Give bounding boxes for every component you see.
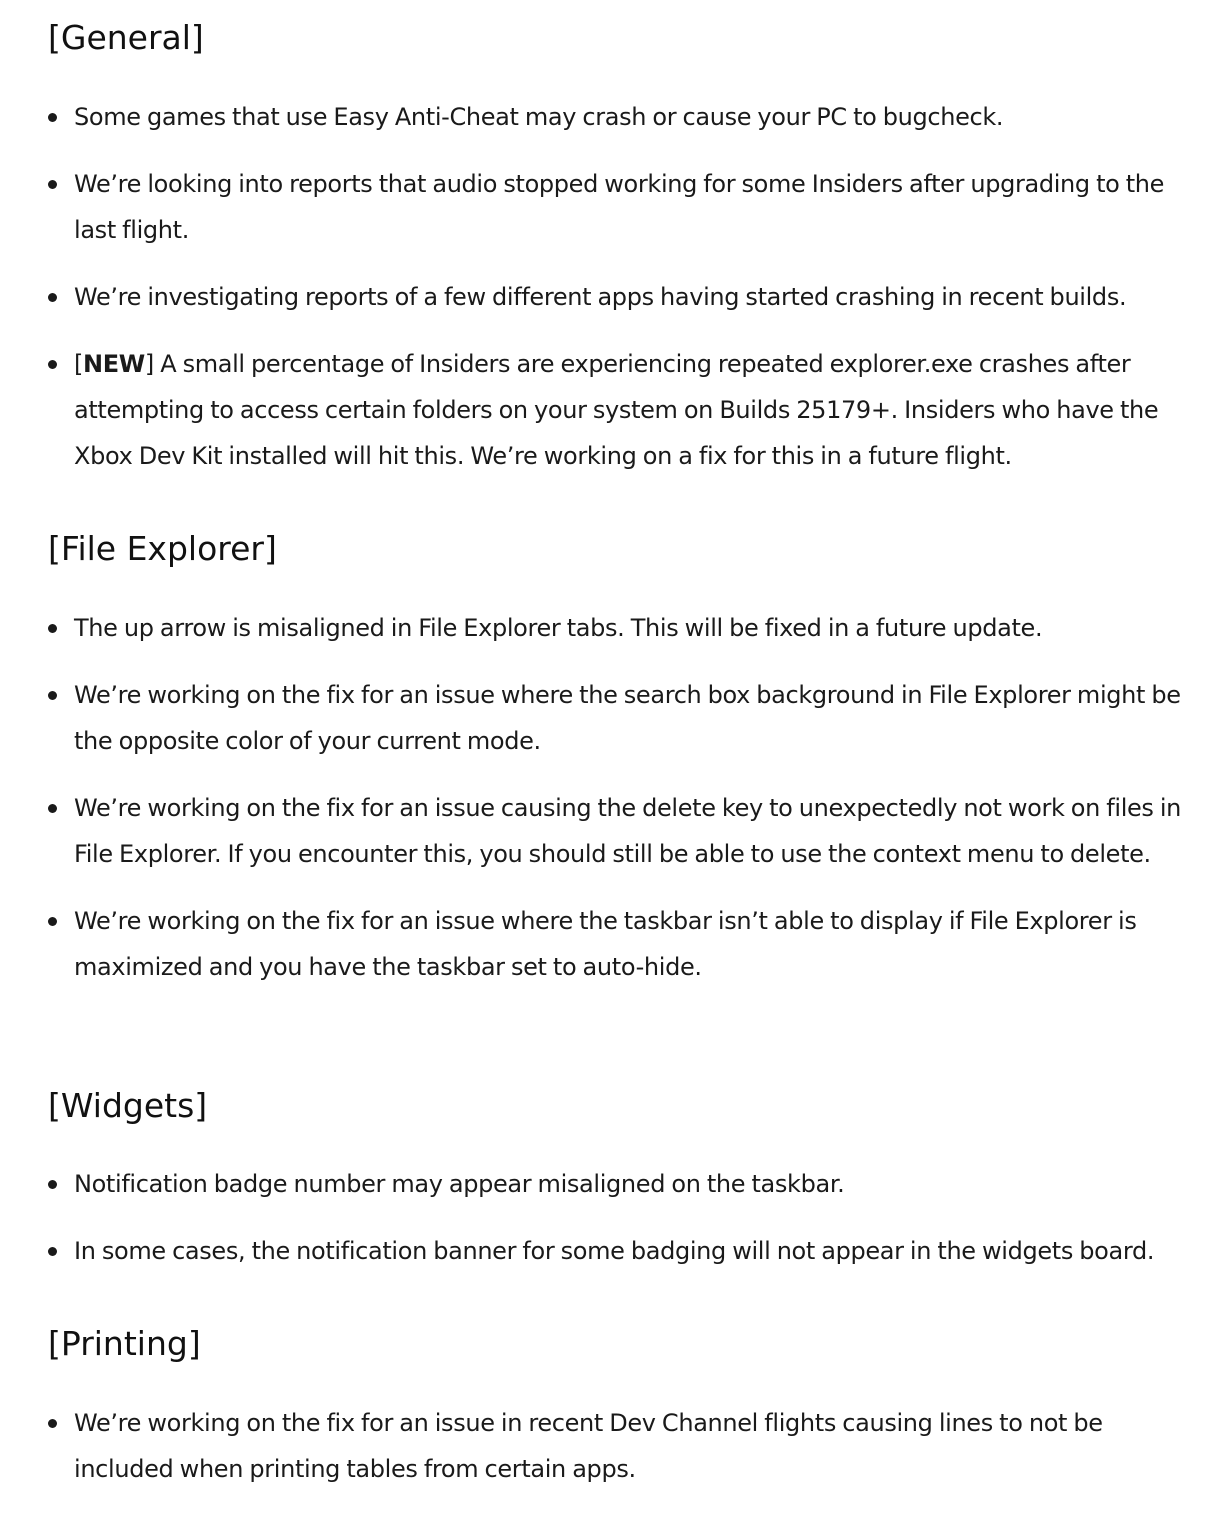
list-item [48, 274, 1188, 320]
list-item [48, 1161, 1188, 1207]
bullet-icon [48, 113, 57, 122]
section-heading-printing: [Printing] [48, 1324, 201, 1363]
list-item-new [48, 341, 1188, 479]
issue-list-file-explorer [48, 605, 1188, 990]
bullet-icon [48, 624, 57, 633]
bullet-icon [48, 917, 57, 926]
list-item [48, 1228, 1188, 1274]
section-heading-file-explorer: [File Explorer] [48, 529, 277, 568]
list-item [48, 1400, 1188, 1492]
bullet-icon [48, 804, 57, 813]
list-item-text: A small percentage of Insiders are experiencing repeated explorer.exe crashes after attempting to access certain folders on your system on Builds 25179+. Insiders who have the Xbox Dev Kit installed will hit this. We’re working on a fix for this in a future flight. [74, 350, 1159, 470]
list-item-text: We’re working on the fix for an issue where the search box background in File Explorer might be the opposite color of your current mode. [74, 681, 1181, 755]
list-item-text: The up arrow is misaligned in File Explorer tabs. This will be fixed in a future update. [74, 614, 1043, 642]
list-item-text: In some cases, the notification banner for some badging will not appear in the widgets board. [74, 1237, 1155, 1265]
list-item-text: We’re working on the fix for an issue in recent Dev Channel flights causing lines to not be included when printing tables from certain apps. [74, 1409, 1103, 1483]
list-item [48, 161, 1188, 253]
tag-label: NEW [83, 350, 145, 378]
issue-list-general [48, 94, 1188, 479]
list-item [48, 605, 1188, 651]
list-item-text: Some games that use Easy Anti-Cheat may crash or cause your PC to bugcheck. [74, 103, 1004, 131]
bullet-icon [48, 691, 57, 700]
list-item [48, 898, 1188, 990]
list-item [48, 672, 1188, 764]
issue-list-printing [48, 1400, 1188, 1492]
bullet-icon [48, 1247, 57, 1256]
bullet-icon [48, 293, 57, 302]
list-item-text: We’re investigating reports of a few different apps having started crashing in recent builds. [74, 283, 1127, 311]
bullet-icon [48, 1180, 57, 1189]
list-item-text: We’re looking into reports that audio stopped working for some Insiders after upgrading to the last flight. [74, 170, 1165, 244]
issue-list-widgets [48, 1161, 1188, 1274]
tag-open-bracket: [ [74, 350, 84, 378]
list-item-text: We’re working on the fix for an issue causing the delete key to unexpectedly not work on files in File Explorer. If you encounter this, you should still be able to use the context menu to delete. [74, 794, 1182, 868]
list-item [48, 94, 1188, 140]
tag-close-bracket: ] [144, 350, 154, 378]
bullet-icon [48, 180, 57, 189]
list-item [48, 785, 1188, 877]
section-heading-general: [General] [48, 18, 204, 57]
section-heading-widgets: [Widgets] [48, 1086, 208, 1125]
list-item-text: Notification badge number may appear misaligned on the taskbar. [74, 1170, 845, 1198]
bullet-icon [48, 360, 57, 369]
new-tag [74, 350, 154, 378]
list-item-text: We’re working on the fix for an issue where the taskbar isn’t able to display if File Explorer is maximized and you have the taskbar set to auto-hide. [74, 907, 1137, 981]
bullet-icon [48, 1419, 57, 1428]
